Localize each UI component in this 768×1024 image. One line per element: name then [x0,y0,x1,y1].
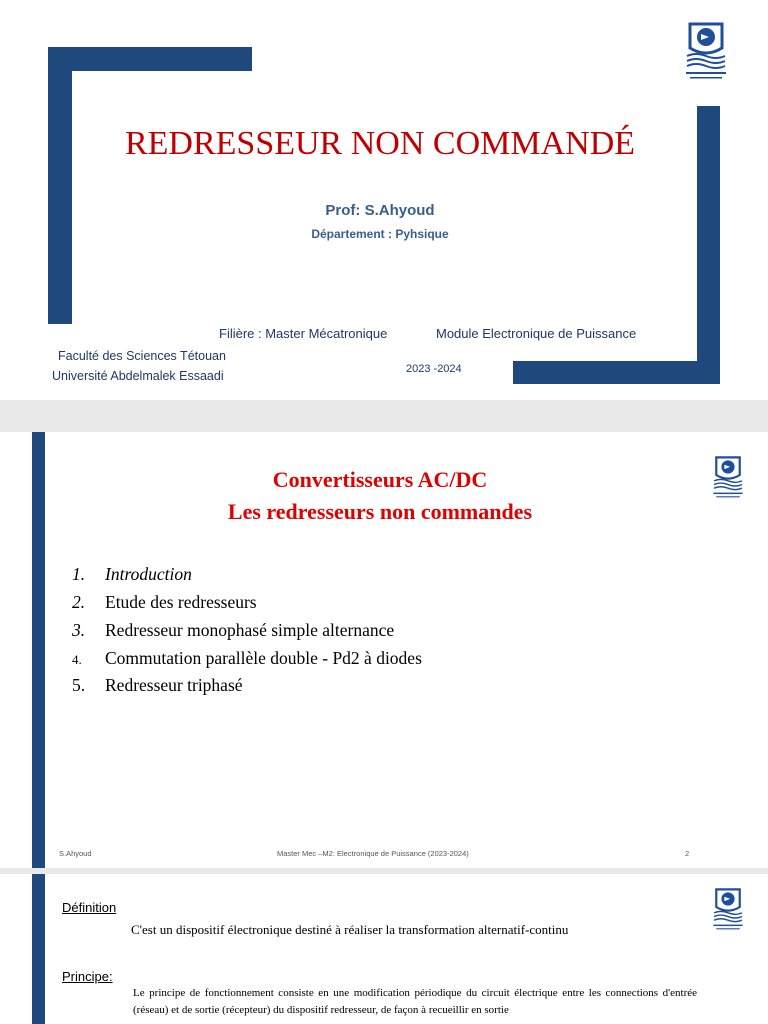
toc-item-text: Redresseur monophasé simple alternance [105,620,395,640]
professor-name: Prof: S.Ahyoud [325,202,435,219]
slide-separator [0,400,768,432]
university-label: Université Abdelmalek Essaadi [52,369,224,383]
principe-heading: Principe: [62,969,113,984]
academic-year: 2023 -2024 [406,363,462,375]
toc-item [72,564,192,585]
left-accent-bar [32,874,45,1024]
slide-definition [0,874,768,1024]
department-label: Département : Pyhsique [311,227,449,241]
toc-item-number: 3. [72,620,86,640]
module-label: Module Electronique de Puissance [436,326,637,341]
frame-bar-top [48,47,252,71]
university-logo-icon [706,880,750,934]
frame-bar-bottom [513,361,720,384]
principe-text: Le principe de fonctionnement consiste en une modification périodique du circuit électrique entre les connections d'entrée (réseau) et de sortie (récepteur) du dispositif redresseur, de façon à recueillir en sortie [133,987,697,1016]
footer-course: Master Mec –M2: Electronique de Puissance (2023-2024) [277,849,469,858]
footer-page-number: 2 [685,849,690,858]
definition-heading: Définition [62,900,117,915]
toc-item [72,620,394,641]
slide-title-line-2: Les redresseurs non commandes [227,499,533,524]
slide-title-line-1: Convertisseurs AC/DC [272,467,488,492]
toc-item [72,592,257,613]
left-accent-bar [32,432,45,868]
toc-item-text: Introduction [105,564,192,584]
toc-item-text: Etude des redresseurs [105,592,257,612]
frame-bar-right [697,106,720,384]
faculty-label: Faculté des Sciences Tétouan [58,349,226,363]
toc-item [72,648,422,669]
definition-text: C'est un dispositif électronique destiné à réaliser la transformation alternatif-continu [131,922,569,937]
footer-author: S.Ahyoud [59,849,92,858]
toc-item [72,675,243,696]
toc-item-number: 1. [72,564,86,584]
toc-item-number: 2. [72,592,86,612]
toc-item-number: 4. [72,652,82,667]
presentation-title: REDRESSEUR NON COMMANDÉ [124,125,636,162]
toc-item-text: Redresseur triphasé [105,675,243,695]
toc-item-text: Commutation parallèle double - Pd2 à diodes [105,648,422,668]
university-logo-icon [676,12,736,84]
filiere-label: Filière : Master Mécatronique [219,326,388,341]
university-logo-icon [706,448,750,502]
slide-title [0,0,768,400]
toc-item-number: 5. [72,675,86,695]
frame-bar-left [48,47,72,324]
slide-outline [0,432,768,868]
